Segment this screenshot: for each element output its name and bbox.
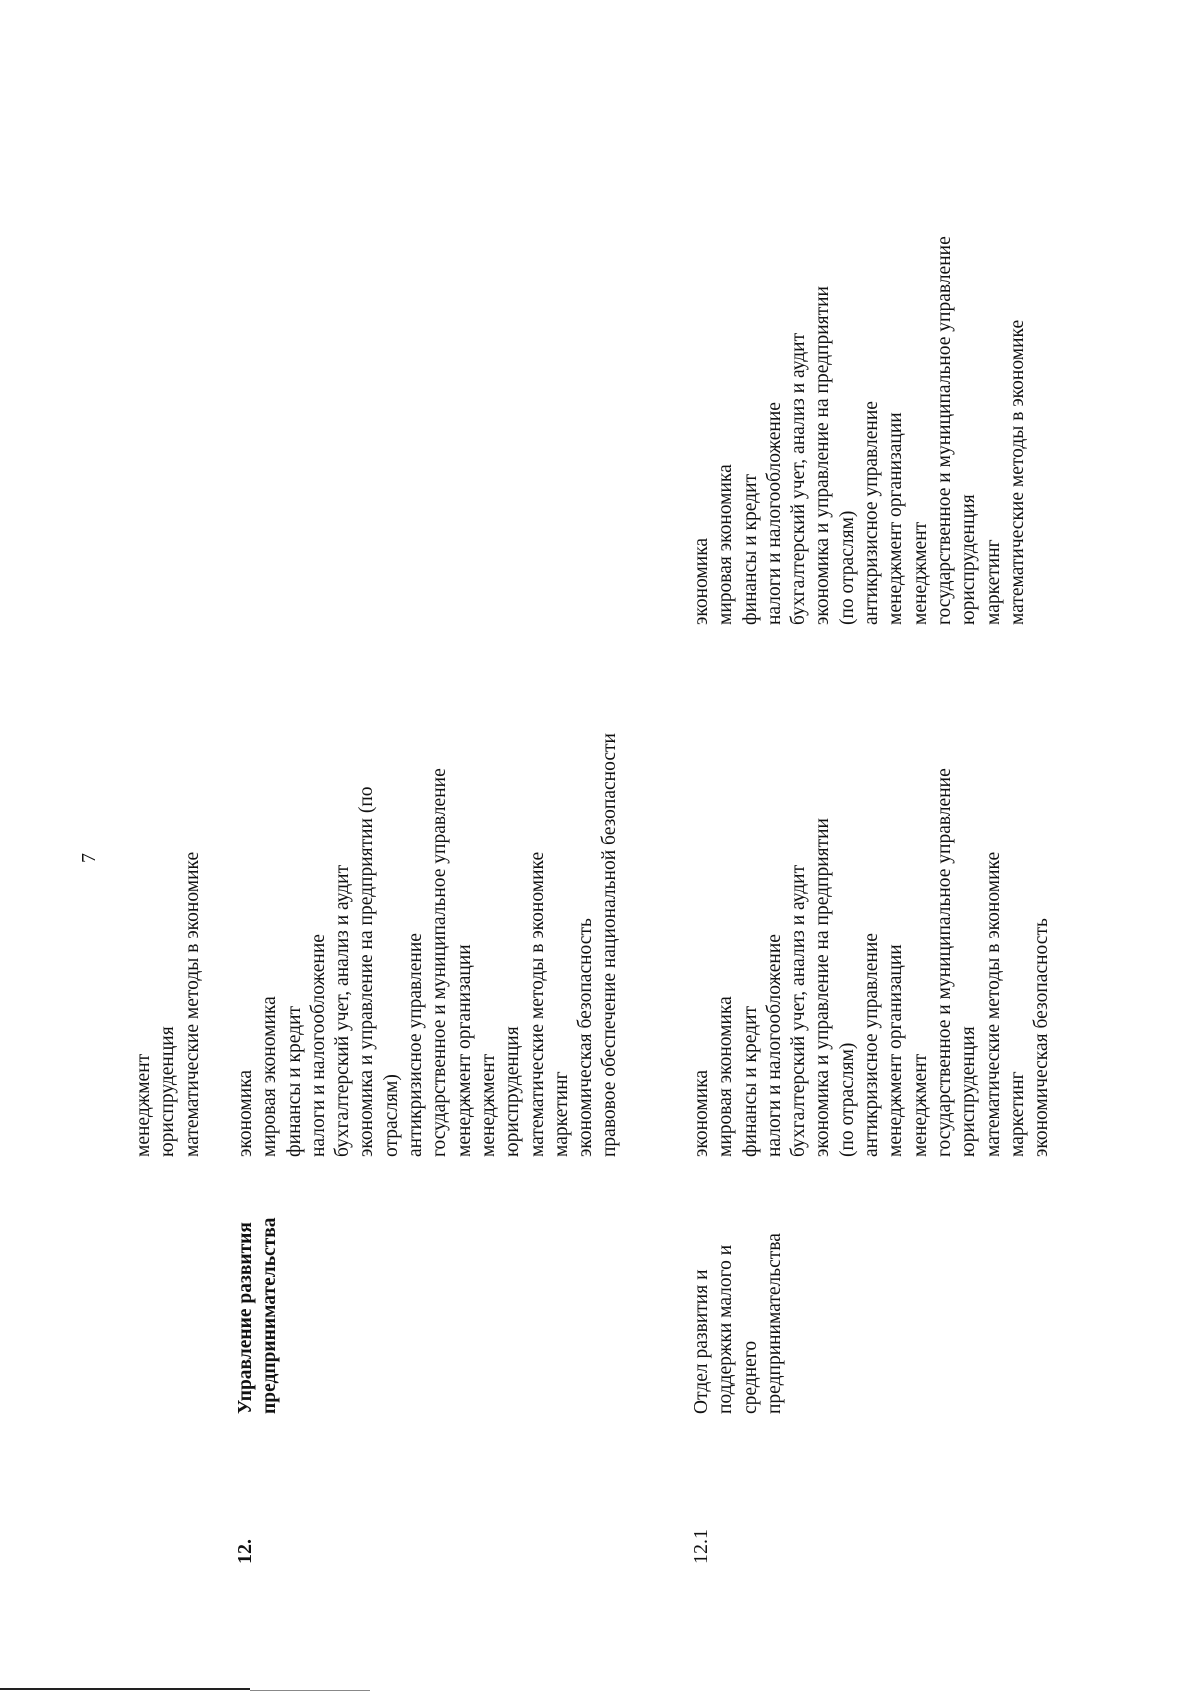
scan-edge-line-faint	[250, 1690, 370, 1691]
section-12-specialty-list	[234, 733, 623, 1157]
list-item: менеджмент организации	[885, 944, 907, 1157]
list-item: экономика и управление на предприятии (по	[356, 786, 378, 1157]
list-item: менеджмент	[477, 1053, 499, 1157]
list-item: математические методы в экономике	[982, 851, 1004, 1157]
list-item: менеджмент	[909, 521, 931, 625]
list-item: маркетинг	[1006, 1071, 1028, 1157]
list-item: юриспруденция	[958, 494, 980, 625]
list-item: финансы и кредит	[739, 1005, 761, 1157]
list-item: юриспруденция	[157, 1026, 179, 1157]
list-item: антикризисное управление	[861, 401, 883, 625]
list-item: бухгалтерский учет, анализ и аудит	[332, 864, 354, 1157]
page-number: 7	[78, 853, 100, 863]
section-12-1-specialty-list-a	[690, 768, 1054, 1157]
list-item: государственное и муниципальное управление	[933, 768, 955, 1157]
list-item: математические методы в экономике	[181, 851, 203, 1157]
list-item: налоги и налогообложение	[307, 934, 329, 1157]
list-item: государственное и муниципальное управление	[429, 768, 451, 1157]
list-item: финансы и кредит	[739, 473, 761, 625]
list-item: экономика и управление на предприятии	[812, 818, 834, 1157]
list-item: отраслям)	[380, 1074, 402, 1157]
section-12-1-title: Отдел развития и поддержки малого и среднего предпринимательства	[691, 1233, 785, 1414]
list-item: антикризисное управление	[405, 933, 427, 1157]
list-item: (по отраслям)	[836, 510, 858, 625]
section-12-1-number: 12.1	[690, 1529, 712, 1564]
list-item: правовое обеспечение национальной безопасности	[599, 733, 621, 1157]
list-item: финансы и кредит	[283, 1005, 305, 1157]
list-item: менеджмент организации	[453, 944, 475, 1157]
list-item: экономика	[235, 1069, 256, 1157]
list-item: экономическая безопасность	[1031, 918, 1053, 1157]
list-item: экономика	[691, 1069, 712, 1157]
list-item: государственное и муниципальное управление	[933, 236, 955, 625]
list-item: налоги и налогообложение	[763, 934, 785, 1157]
list-item: менеджмент	[909, 1053, 931, 1157]
list-item: бухгалтерский учет, анализ и аудит	[788, 864, 810, 1157]
list-item: (по отраслям)	[836, 1042, 858, 1157]
list-item: экономика и управление на предприятии	[812, 286, 834, 625]
section-12-1-specialty-list-b	[690, 236, 1030, 625]
list-item: мировая экономика	[715, 464, 737, 625]
list-item: маркетинг	[982, 539, 1004, 625]
list-item: экономическая безопасность	[575, 918, 597, 1157]
carryover-specialty-list	[132, 852, 205, 1157]
list-item: маркетинг	[550, 1071, 572, 1157]
list-item: налоги и налогообложение	[763, 402, 785, 625]
list-item: менеджмент организации	[885, 412, 907, 625]
section-12-title: Управление развития предпринимательства	[235, 1217, 281, 1414]
list-item: мировая экономика	[259, 996, 281, 1157]
list-item: юриспруденция	[502, 1026, 524, 1157]
list-item: математические методы в экономике	[1006, 319, 1028, 625]
list-item: бухгалтерский учет, анализ и аудит	[788, 332, 810, 625]
list-item: мировая экономика	[715, 996, 737, 1157]
section-12-number: 12.	[234, 1539, 256, 1564]
scan-edge-line	[0, 1688, 250, 1690]
list-item: математические методы в экономике	[526, 851, 548, 1157]
list-item: антикризисное управление	[861, 933, 883, 1157]
list-item: менеджмент	[133, 1053, 154, 1157]
list-item: юриспруденция	[958, 1026, 980, 1157]
list-item: экономика	[691, 537, 712, 625]
